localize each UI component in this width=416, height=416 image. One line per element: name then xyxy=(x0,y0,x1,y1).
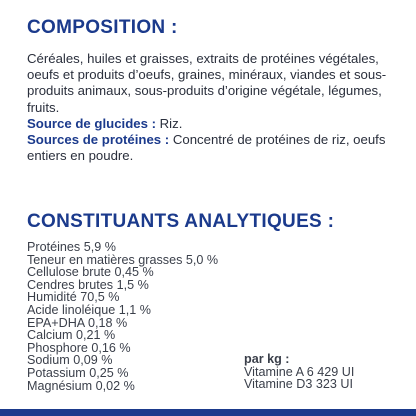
list-item: Magnésium 0,02 % xyxy=(27,378,135,393)
protein-source-value: Concentré de protéines de riz, oeufs entiers en poudre. xyxy=(27,132,386,164)
composition-heading: COMPOSITION : xyxy=(27,17,178,38)
vitamins-block xyxy=(244,353,354,391)
list-item: Potassium 0,25 % xyxy=(27,365,129,380)
vitamin-item: Vitamine A 6 429 UI xyxy=(244,364,355,379)
list-item: Teneur en matières grasses 5,0 % xyxy=(27,252,219,267)
bottom-color-bar xyxy=(0,409,416,416)
analytical-constituents-heading: CONSTITUANTS ANALYTIQUES : xyxy=(27,211,335,232)
carb-source-label: Source de glucides : xyxy=(27,115,156,131)
vitamin-item: Vitamine D3 323 UI xyxy=(244,377,353,392)
list-item: Humidité 70,5 % xyxy=(27,290,120,305)
ingredients-text: Céréales, huiles et graisses, extraits de protéines végétales, oeufs et produits d’oeufs, graines, minéraux, viandes et sous-produits animaux, sous-produits d’origine végétale, légumes, fruits. xyxy=(27,51,387,115)
list-item: Calcium 0,21 % xyxy=(27,328,116,343)
list-item: Acide linoléique 1,1 % xyxy=(27,302,151,317)
list-item: Sodium 0,09 % xyxy=(27,353,113,368)
list-item: Protéines 5,9 % xyxy=(27,240,116,254)
composition-paragraph xyxy=(27,51,397,164)
list-item: Cendres brutes 1,5 % xyxy=(27,277,149,292)
carb-source-value: Riz. xyxy=(155,115,183,131)
list-item: Cellulose brute 0,45 % xyxy=(27,265,154,280)
analytical-constituents-list xyxy=(27,241,218,392)
list-item: EPA+DHA 0,18 % xyxy=(27,315,128,330)
list-item: Phosphore 0,16 % xyxy=(27,340,131,355)
protein-source-label: Sources de protéines : xyxy=(27,132,170,148)
vitamins-title: par kg : xyxy=(244,352,290,366)
